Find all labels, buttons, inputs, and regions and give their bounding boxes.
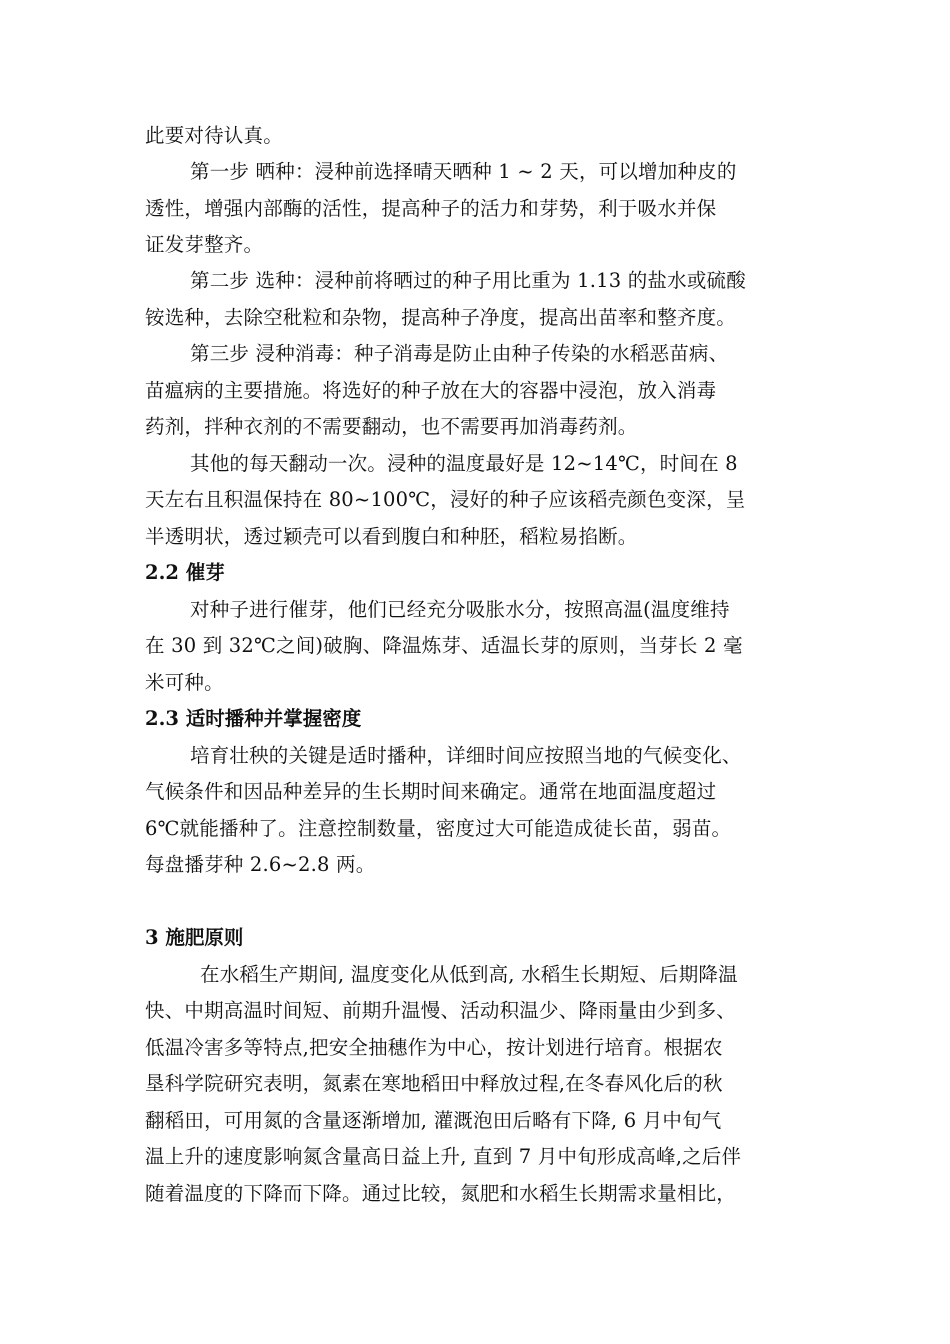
paragraph-line: 低温冷害多等特点,把安全抽穗作为中心，按计划进行培育。根据农 — [145, 1036, 723, 1059]
paragraph-line: 半透明状，透过颖壳可以看到腹白和种胚，稻粒易掐断。 — [145, 525, 638, 548]
paragraph-line: 米可种。 — [145, 671, 224, 694]
paragraph-line: 在 30 到 32℃之间)破胸、降温炼芽、适温长芽的原则，当芽长 2 毫 — [145, 634, 743, 657]
paragraph-line: 随着温度的下降而下降。通过比较，氮肥和水稻生长期需求量相比， — [145, 1182, 737, 1205]
paragraph-line: 苗瘟病的主要措施。将选好的种子放在大的容器中浸泡，放入消毒 — [145, 379, 717, 402]
section-heading-2-3: 2.3 适时播种并掌握密度 — [145, 707, 362, 730]
paragraph-line: 气候条件和因品种差异的生长期时间来确定。通常在地面温度超过 — [145, 780, 717, 803]
paragraph-line: 在水稻生产期间, 温度变化从低到高, 水稻生长期短、后期降温 — [200, 963, 738, 986]
paragraph-line: 对种子进行催芽，他们已经充分吸胀水分，按照高温(温度维持 — [190, 598, 730, 621]
paragraph-line: 其他的每天翻动一次。浸种的温度最好是 12~14℃，时间在 8 — [190, 452, 738, 475]
step2-line: 第二步 选种：浸种前将晒过的种子用比重为 1.13 的盐水或硫酸 — [190, 269, 746, 292]
paragraph-line: 药剂，拌种衣剂的不需要翻动，也不需要再加消毒药剂。 — [145, 415, 638, 438]
paragraph-line: 垦科学院研究表明，氮素在寒地稻田中释放过程,在冬春风化后的秋 — [145, 1072, 723, 1095]
paragraph-line: 6℃就能播种了。注意控制数量，密度过大可能造成徒长苗，弱苗。 — [145, 817, 732, 840]
paragraph-line: 培育壮秧的关键是适时播种，详细时间应按照当地的气候变化、 — [190, 744, 742, 767]
paragraph-line: 每盘播芽种 2.6~2.8 两。 — [145, 853, 376, 876]
paragraph-line: 天左右且积温保持在 80~100℃，浸好的种子应该稻壳颜色变深，呈 — [145, 488, 746, 511]
paragraph-line: 证发芽整齐。 — [145, 233, 264, 256]
paragraph-line: 铵选种，去除空秕粒和杂物，提高种子净度，提高出苗率和整齐度。 — [145, 306, 737, 329]
paragraph-line: 此要对待认真。 — [145, 124, 283, 147]
step3-line: 第三步 浸种消毒：种子消毒是防止由种子传染的水稻恶苗病、 — [190, 342, 729, 365]
paragraph-line: 快、中期高温时间短、前期升温慢、活动积温少、降雨量由少到多、 — [145, 999, 737, 1022]
paragraph-line: 温上升的速度影响氮含量高日益上升, 直到 7 月中旬形成高峰,之后伴 — [145, 1145, 742, 1168]
section-heading-2-2: 2.2 催芽 — [145, 561, 225, 584]
paragraph-line: 透性，增强内部酶的活性，提高种子的活力和芽势，利于吸水并保 — [145, 197, 717, 220]
paragraph-line: 翻稻田，可用氮的含量逐渐增加, 灌溉泡田后略有下降, 6 月中旬气 — [145, 1109, 722, 1132]
step1-line: 第一步 晒种：浸种前选择晴天晒种 1 ~ 2 天，可以增加种皮的 — [190, 160, 737, 183]
section-heading-3: 3 施肥原则 — [145, 926, 244, 949]
